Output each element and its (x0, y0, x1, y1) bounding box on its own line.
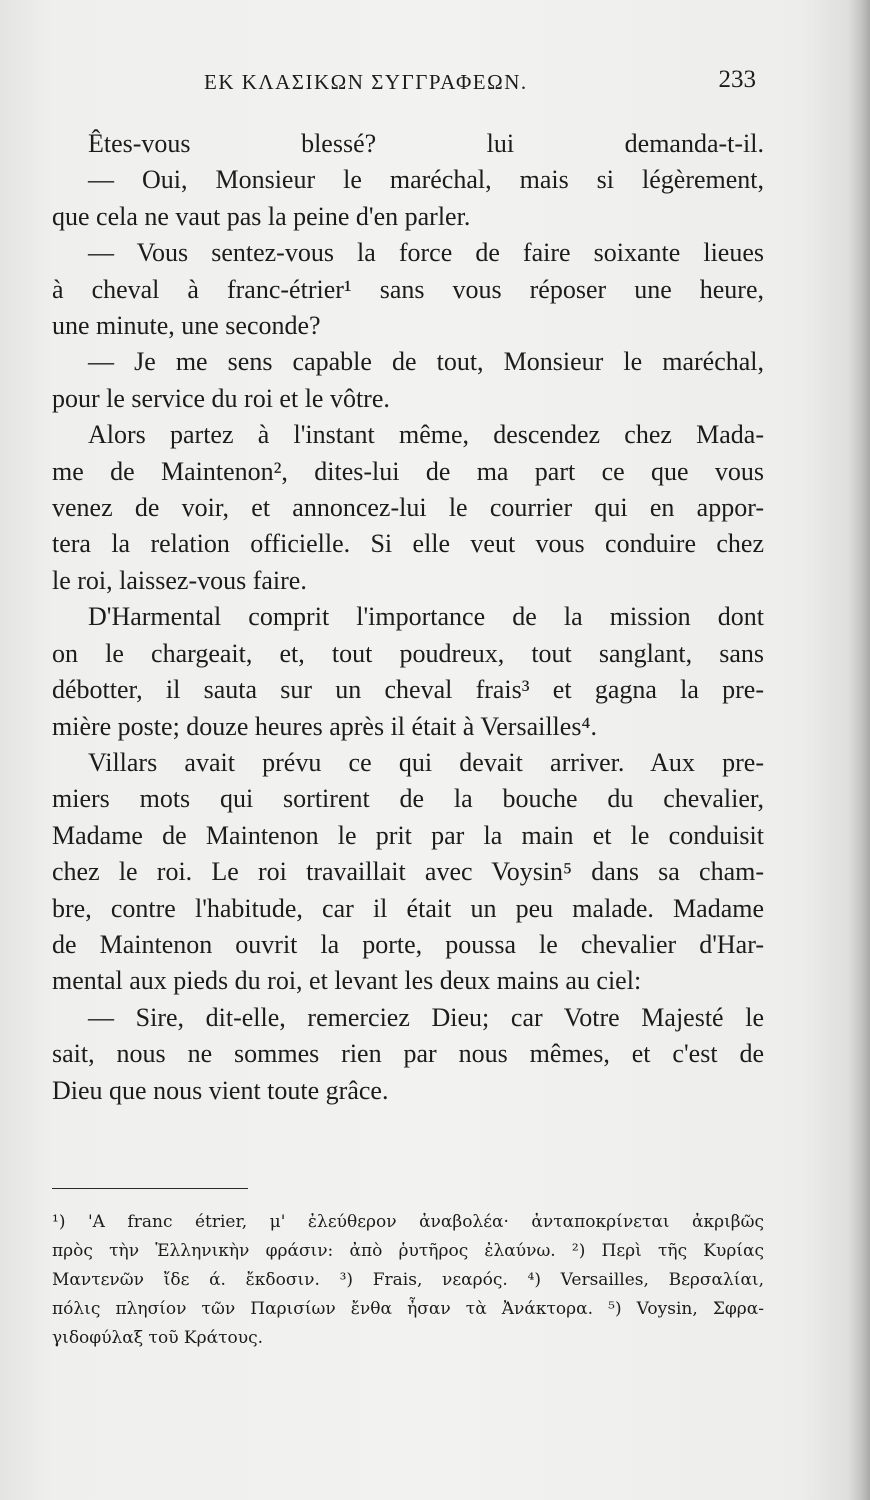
running-title: ΕΚ ΚΛΑΣΙΚΩΝ ΣΥΓΓΡΑΦΕΩΝ. (204, 70, 528, 94)
text-line: Villars avait prévu ce qui devait arriver. Aux pre- (88, 747, 764, 777)
page-number: 233 (718, 66, 756, 93)
page-header (56, 62, 756, 102)
text-line: bre, contre l'habitude, car il était un peu malade. Madame (52, 893, 764, 923)
text-line: pour le service du roi et le vôtre. (52, 383, 390, 413)
text-line: mière poste; douze heures après il était à Versailles⁴. (52, 711, 597, 741)
text-line: à cheval à franc-étrier¹ sans vous réposer une heure, (52, 274, 764, 304)
footnote-line: Μαντενῶν ἴδε ά. ἔκδοσιν. ³) Frais, νεαρός. ⁴) Versailles, Βερσαλίαι, (52, 1270, 764, 1290)
footnotes (52, 1208, 764, 1353)
text-line: Dieu que nous vient toute grâce. (52, 1075, 389, 1105)
text-line: le roi, laissez-vous faire. (52, 565, 307, 595)
text-line: une minute, une seconde? (52, 311, 321, 341)
footnote-line: πόλις πλησίον τῶν Παρισίων ἔνθα ἦσαν τὰ Ἀνάκτορα. ⁵) Voysin, Σφρα- (52, 1299, 764, 1319)
body-text (52, 126, 764, 1109)
text-line: Alors partez à l'instant même, descendez chez Mada- (88, 420, 764, 450)
text-line: me de Maintenon², dites-lui de ma part ce que vous (52, 456, 764, 486)
text-line: — Vous sentez-vous la force de faire soixante lieues (88, 238, 764, 268)
text-line: on le chargeait, et, tout poudreux, tout sanglant, sans (52, 638, 764, 668)
text-line: Madame de Maintenon le prit par la main et le conduisit (52, 820, 764, 850)
text-line: D'Harmental comprit l'importance de la mission dont (88, 602, 764, 632)
text-line: de Maintenon ouvrit la porte, poussa le chevalier d'Har- (52, 929, 764, 959)
text-line: chez le roi. Le roi travaillait avec Voysin⁵ dans sa cham- (52, 857, 764, 887)
text-line: venez de voir, et annoncez-lui le courrier qui en appor- (52, 493, 764, 523)
text-line: débotter, il sauta sur un cheval frais³ et gagna la pre- (52, 675, 764, 705)
text-line: que cela ne vaut pas la peine d'en parler. (52, 201, 471, 231)
text-line: sait, nous ne sommes rien par nous mêmes, et c'est de (52, 1039, 764, 1069)
text-line: — Oui, Monsieur le maréchal, mais si légèrement, (88, 165, 764, 195)
footnote-line: ¹) 'A franc étrier, μ' ἐλεύθερον ἀναβολέα· ἀνταποκρίνεται ἀκριβῶς (52, 1212, 764, 1232)
text-line: mental aux pieds du roi, et levant les deux mains au ciel: (52, 966, 642, 996)
text-line: — Je me sens capable de tout, Monsieur le maréchal, (88, 347, 764, 377)
footnote-line: πρὸς τὴν Ἑλληνικὴν φράσιν: ἀπὸ ῥυτῆρος ἐλαύνω. ²) Περὶ τῆς Κυρίας (52, 1241, 764, 1261)
page-gutter-shadow (848, 0, 870, 1500)
footnote-line: γιδοφύλαξ τοῦ Κράτους. (52, 1328, 264, 1348)
text-line: tera la relation officielle. Si elle veut vous conduire chez (52, 529, 764, 559)
footnote-divider (52, 1188, 248, 1189)
text-line: — Sire, dit-elle, remerciez Dieu; car Votre Majesté le (88, 1002, 764, 1032)
text-line: Êtes-vous blessé? lui demanda-t-il. (88, 129, 764, 158)
text-line: miers mots qui sortirent de la bouche du chevalier, (52, 784, 764, 814)
